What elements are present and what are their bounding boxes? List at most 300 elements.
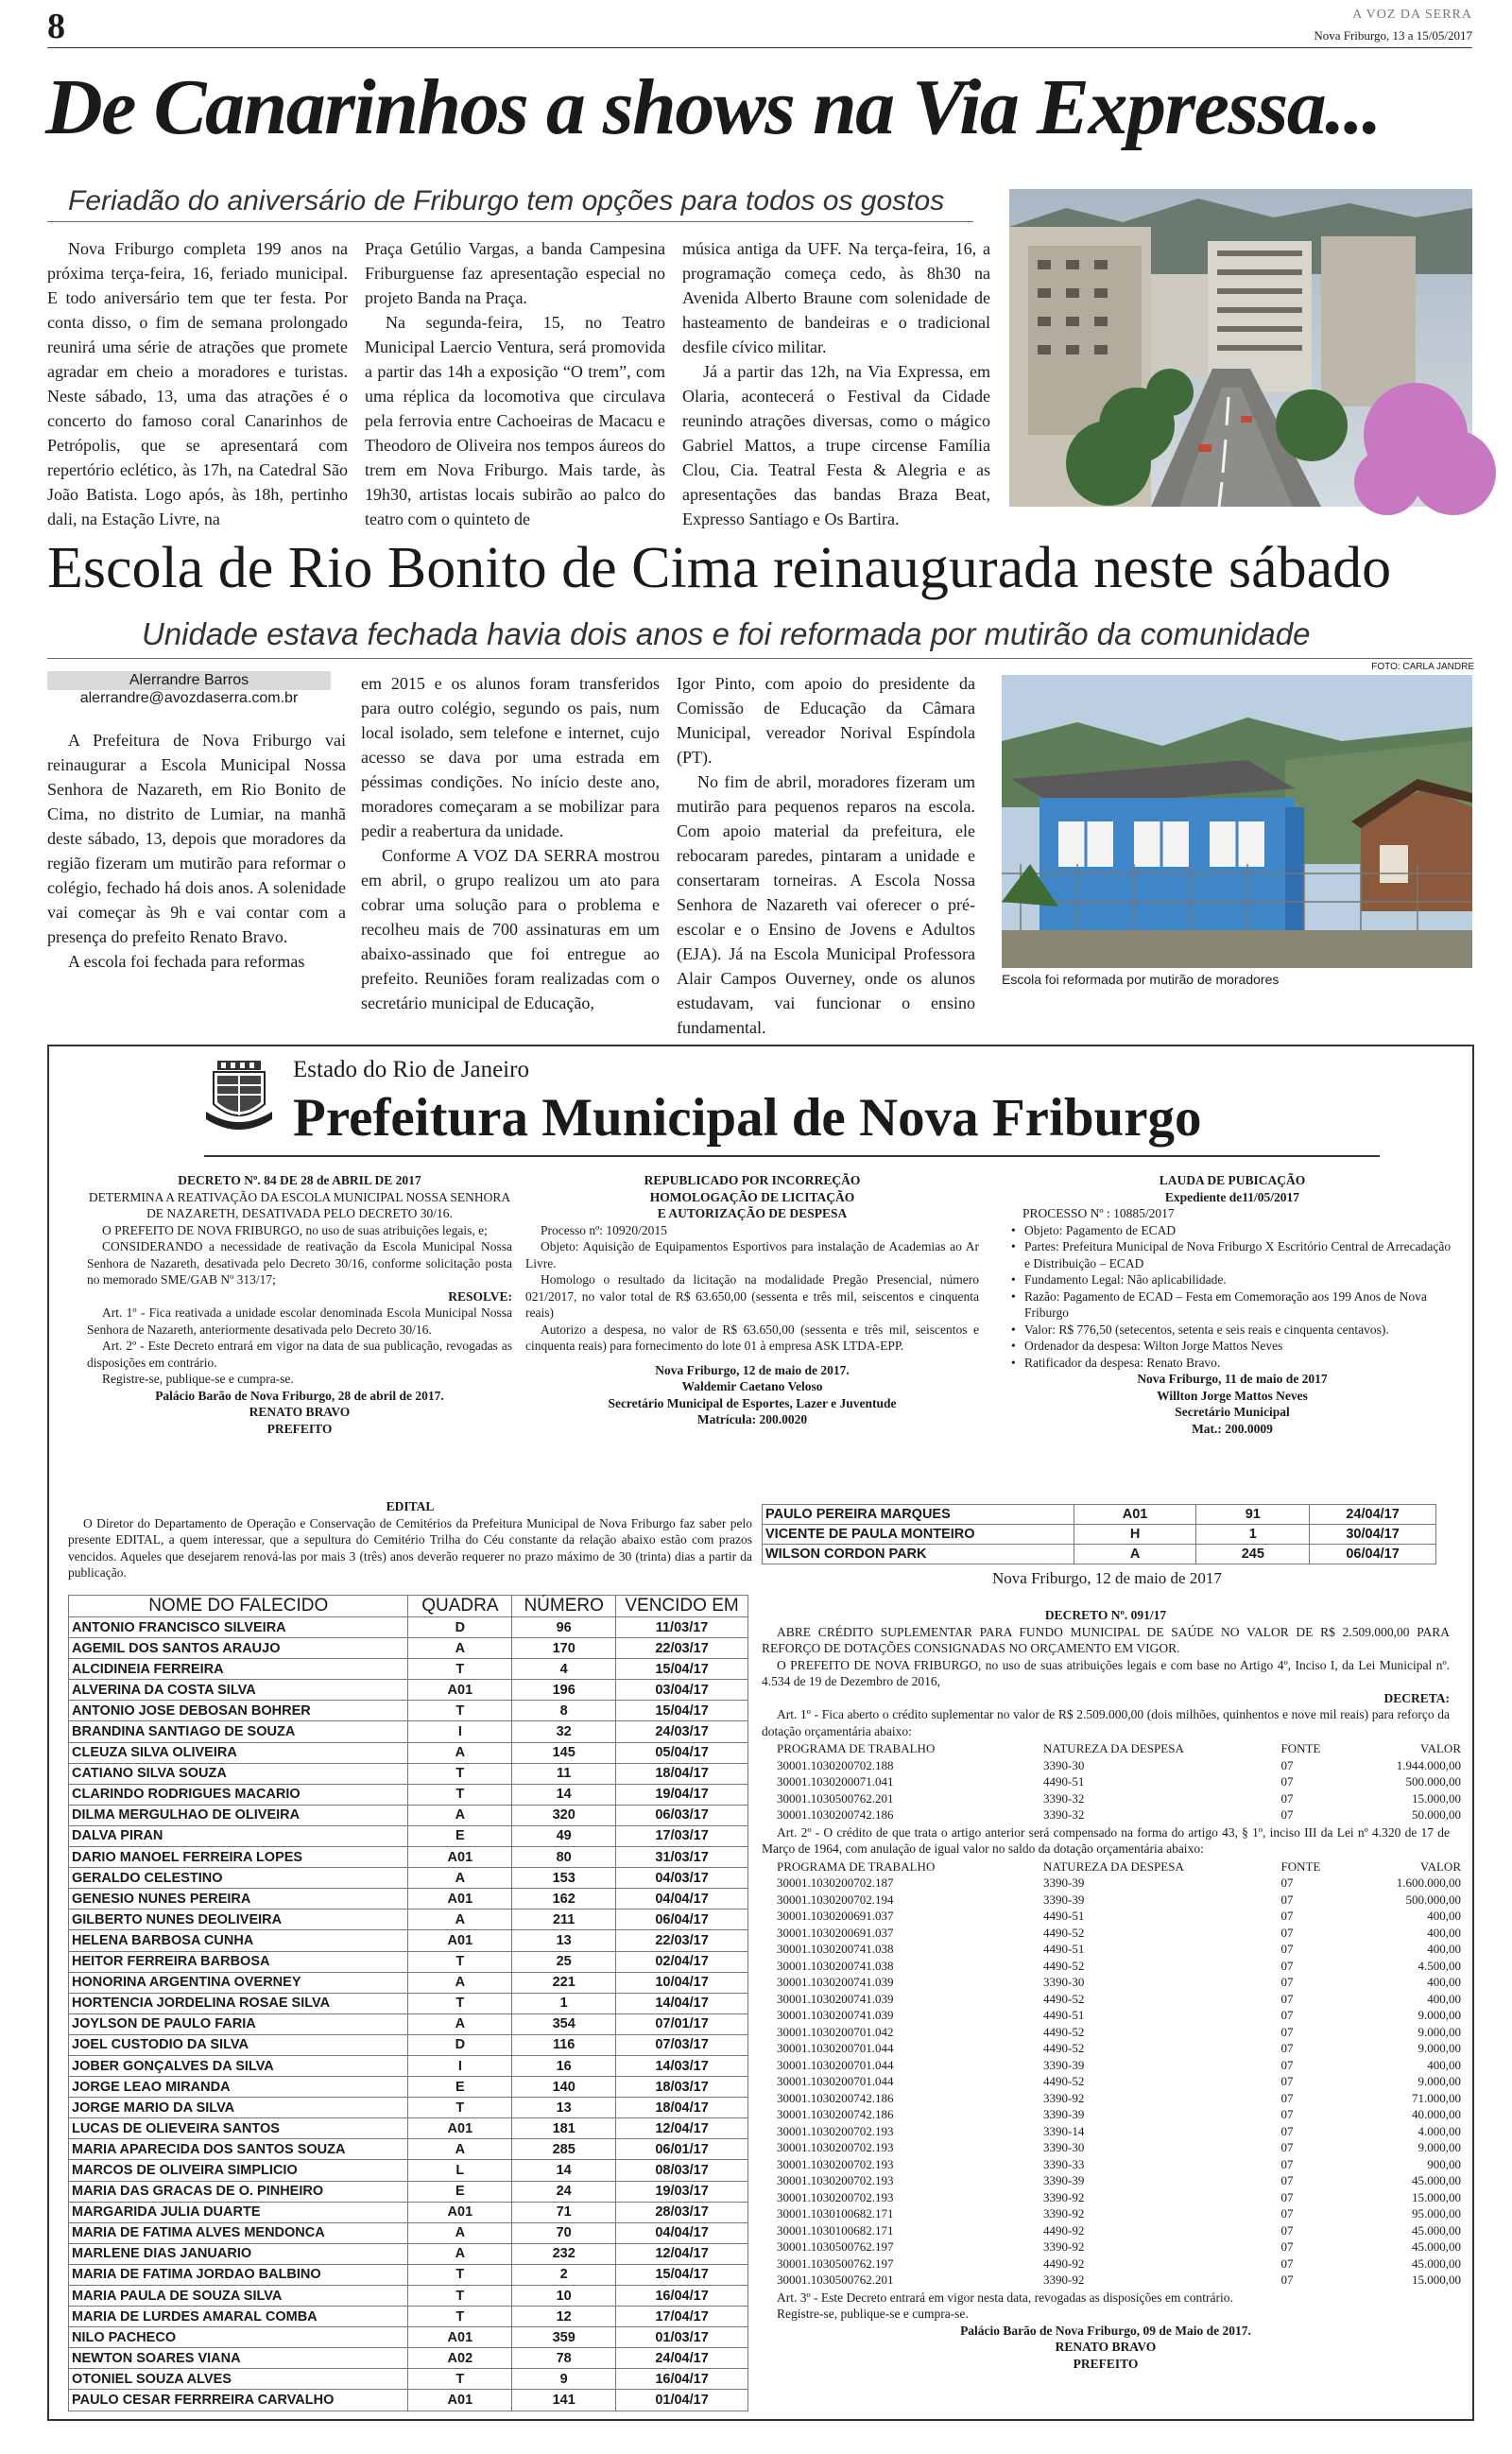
table-cell: 14/03/17: [616, 2055, 748, 2076]
table-cell: 4490-52: [1043, 2074, 1085, 2088]
table-row: [775, 1958, 1463, 1975]
table-cell: 07: [1280, 2090, 1294, 2105]
column-header: VALOR: [1419, 1858, 1461, 1874]
table-row: [69, 2077, 748, 2098]
table-cell: 30001.1030200702.193: [777, 2156, 894, 2171]
bid-notice-registration: Matrícula: 200.0020: [696, 1412, 808, 1426]
table-cell: T: [408, 2264, 512, 2285]
article1-column-1: [47, 236, 348, 528]
table-row: [775, 2255, 1463, 2273]
school-photo: [1002, 675, 1472, 968]
table-cell: 30001.1030200702.193: [777, 2123, 894, 2138]
table-row: [69, 2348, 748, 2369]
table-cell: 4: [512, 1659, 616, 1680]
table-cell: 400,00: [1427, 1975, 1461, 1989]
table-cell: 19/03/17: [616, 2181, 748, 2202]
table-cell: 4490-52: [1043, 2024, 1085, 2039]
table-cell: 141: [512, 2390, 616, 2411]
table-cell: 15.000,00: [1412, 2273, 1461, 2287]
table-cell: 30001.1030500762.197: [777, 2255, 894, 2271]
table-cell: OTONIEL SOUZA ALVES: [69, 2369, 408, 2390]
table-cell: 3390-30: [1043, 1757, 1085, 1772]
table-cell: 07: [1280, 2024, 1294, 2039]
table-cell: 16: [512, 2055, 616, 2076]
article2-column-1: [47, 728, 346, 987]
table-cell: 4490-52: [1043, 2041, 1085, 2055]
table-cell: 05/04/17: [616, 1742, 748, 1763]
table-cell: 07: [1280, 1958, 1294, 1973]
table-row: [775, 2272, 1463, 2289]
table-cell: 07: [1280, 1774, 1294, 1789]
table-cell: 30001.1030200701.044: [777, 2074, 894, 2088]
article1-paragraph: Praça Getúlio Vargas, a banda Campesina Friburguense faz apresentação especial no projeto Banda na Praça.: [365, 239, 665, 307]
column-header: NÚMERO: [512, 1596, 616, 1617]
table-cell: 232: [512, 2243, 616, 2264]
column-header: VENCIDO EM: [616, 1596, 748, 1617]
table-cell: 320: [512, 1805, 616, 1825]
table-cell: 900,00: [1427, 2156, 1461, 2171]
table-row: [775, 1941, 1463, 1958]
table-cell: 30001.1030200742.186: [777, 1807, 894, 1822]
table-cell: T: [408, 1763, 512, 1784]
table-cell: 30001.1030200702.194: [777, 1892, 894, 1907]
table-cell: JOEL CUSTODIO DA SILVA: [69, 2034, 408, 2055]
table-row: [763, 1525, 1436, 1545]
column-header: NATUREZA DA DESPESA: [1043, 1858, 1184, 1874]
edital-title: EDITAL: [386, 1499, 435, 1513]
decree-84-subtitle: DETERMINA A REATIVAÇÃO DA ESCOLA MUNICIPAL NOSSA SENHORA DE NAZARETH, DESATIVADA PELO DECRETO 30/16.: [88, 1189, 511, 1220]
table-cell: 400,00: [1427, 1991, 1461, 2006]
photo-credit: FOTO: CARLA JANDRE: [1371, 662, 1474, 672]
table-cell: 359: [512, 2327, 616, 2348]
masthead: A VOZ DA SERRA: [1352, 8, 1472, 22]
table-row: [775, 1974, 1463, 1991]
decree-84-place-date: Palácio Barão de Nova Friburgo, 28 de abril de 2017.: [155, 1388, 444, 1403]
table-row: [69, 1617, 748, 1638]
table-cell: 95.000,00: [1412, 2206, 1461, 2221]
table-cell: 16/04/17: [616, 2286, 748, 2307]
table-cell: 07: [1280, 2173, 1294, 2187]
table-cell: 07: [1280, 1975, 1294, 1989]
table-cell: DILMA MERGULHAO DE OLIVEIRA: [69, 1805, 408, 1825]
decree-84-title: DECRETO Nº. 84 DE 28 de ABRIL DE 2017: [178, 1173, 421, 1187]
table-cell: 07/03/17: [616, 2034, 748, 2055]
table-cell: ANTONIO FRANCISCO SILVEIRA: [69, 1617, 408, 1638]
table-cell: 30001.1030200071.041: [777, 1774, 894, 1789]
table-cell: 18/04/17: [616, 1763, 748, 1784]
table-cell: A: [408, 1868, 512, 1889]
table-cell: 11: [512, 1763, 616, 1784]
photo-caption: Escola foi reformada por mutirão de moradores: [1002, 972, 1280, 987]
table-cell: 1: [512, 1993, 616, 2013]
decree-91-title: DECRETO Nº. 091/17: [1044, 1608, 1167, 1622]
table-cell: 07: [1280, 2041, 1294, 2055]
table-cell: 30001.1030500762.201: [777, 1790, 894, 1806]
table-cell: 1.600.000,00: [1396, 1875, 1461, 1890]
prefeitura-title: Prefeitura Municipal de Nova Friburgo: [293, 1088, 1202, 1148]
table-cell: T: [408, 2307, 512, 2327]
table-cell: 13: [512, 2098, 616, 2118]
decree-91-article: Art. 3º - Este Decreto entrará em vigor nesta data, revogadas as disposições em contrário.: [777, 2290, 1233, 2305]
table-cell: A: [408, 2222, 512, 2243]
article2-paragraph: A escola foi fechada para reformas: [68, 952, 305, 971]
table-cell: 30001.1030200691.037: [777, 1909, 894, 1923]
table-cell: BRANDINA SANTIAGO DE SOUZA: [69, 1721, 408, 1742]
article1-deck-rule: [47, 221, 973, 222]
table-cell: 500.000,00: [1405, 1892, 1461, 1907]
table-row: [69, 1930, 748, 1951]
table-row: [775, 2106, 1463, 2123]
table-cell: 30001.1030200741.038: [777, 1958, 894, 1973]
publication-notice-process: PROCESSO Nº : 10885/2017: [1022, 1206, 1175, 1220]
state-title: Estado do Rio de Janeiro: [293, 1057, 529, 1082]
table-row: [69, 1910, 748, 1930]
table-cell: A: [408, 1638, 512, 1659]
table-row: [775, 1908, 1463, 1925]
table-cell: 07: [1280, 1942, 1294, 1956]
table-cell: 16/04/17: [616, 2369, 748, 2390]
table-cell: L: [408, 2160, 512, 2181]
table-cell: 9: [512, 2369, 616, 2390]
table-cell: T: [408, 1951, 512, 1972]
table-cell: HEITOR FERREIRA BARBOSA: [69, 1951, 408, 1972]
table-row: [775, 2007, 1463, 2024]
table-cell: 3390-92: [1043, 2189, 1085, 2204]
table-cell: 3390-39: [1043, 1875, 1085, 1890]
table-cell: NEWTON SOARES VIANA: [69, 2348, 408, 2369]
table-cell: 04/03/17: [616, 1868, 748, 1889]
table-row: [775, 1991, 1463, 2008]
table-row: [775, 2205, 1463, 2222]
table-row: [69, 1659, 748, 1680]
table-cell: 15/04/17: [616, 1659, 748, 1680]
table-cell: A: [408, 2139, 512, 2160]
table-cell: 30001.1030200701.044: [777, 2041, 894, 2055]
table-cell: A01: [408, 1930, 512, 1951]
table-cell: MARCOS DE OLIVEIRA SIMPLICIO: [69, 2160, 408, 2181]
table-row: [763, 1505, 1436, 1525]
table-cell: 07: [1280, 1909, 1294, 1923]
table-row: [775, 1757, 1463, 1774]
table-cell: DARIO MANOEL FERREIRA LOPES: [69, 1847, 408, 1868]
table-cell: 354: [512, 2013, 616, 2034]
article1-column-3: [682, 236, 990, 528]
table-row: [69, 2369, 748, 2390]
article2-paragraph: No fim de abril, moradores fizeram um mutirão para pequenos reparos na escola. Com apoio material da prefeitura, ele rebocaram paredes, pintaram a unidade e consertaram torneiras. A Escola Nossa Senhora de Nazareth vai oferecer o pré-escolar e o Ensino de Jovens e Adultos (EJA). Já na Escola Municipal Professora Alair Campos Ouverney, onde os alunos estudavam, vai funcionar o ensino fundamental.: [677, 772, 975, 1037]
article2-paragraph: Igor Pinto, com apoio do presidente da Comissão de Educação da Câmara Municipal, vereador Norival Espíndola (PT).: [677, 674, 975, 767]
table-row: [69, 2243, 748, 2264]
table-cell: 3390-39: [1043, 2107, 1085, 2121]
table-cell: 4490-51: [1043, 1942, 1085, 1956]
table-cell: 162: [512, 1889, 616, 1910]
table-cell: 07: [1280, 2107, 1294, 2121]
budget-annulment-table: [775, 1858, 1463, 2289]
decree-91-paragraph: O PREFEITO DE NOVA FRIBURGO, no uso de suas atribuições legais e com base no Artigo 4º, Inciso I, da Lei Municipal nº. 4.534 de 19 de Dezembro de 2016,: [762, 1657, 1450, 1688]
edital-date: Nova Friburgo, 12 de maio de 2017: [992, 1569, 1222, 1587]
column-header: PROGRAMA DE TRABALHO: [777, 1741, 936, 1755]
table-cell: HELENA BARBOSA CUNHA: [69, 1930, 408, 1951]
table-cell: 04/04/17: [616, 1889, 748, 1910]
table-cell: GENESIO NUNES PEREIRA: [69, 1889, 408, 1910]
table-row: [69, 2222, 748, 2243]
table-cell: 4.500,00: [1418, 1958, 1461, 1973]
table-cell: 24/03/17: [616, 1721, 748, 1742]
table-cell: 25: [512, 1951, 616, 1972]
table-cell: 245: [1196, 1545, 1310, 1564]
table-cell: AGEMIL DOS SANTOS ARAUJO: [69, 1638, 408, 1659]
decree-84-resolve: RESOLVE:: [448, 1288, 512, 1304]
table-cell: 116: [512, 2034, 616, 2055]
table-row: [69, 1951, 748, 1972]
article1-headline: De Canarinhos a shows na Via Expressa...: [45, 63, 1381, 151]
table-cell: 9.000,00: [1418, 2041, 1461, 2055]
table-cell: ANTONIO JOSE DEBOSAN BOHRER: [69, 1701, 408, 1721]
table-cell: 08/03/17: [616, 2160, 748, 2181]
table-cell: 4490-52: [1043, 1991, 1085, 2006]
table-cell: 18/04/17: [616, 2098, 748, 2118]
table-row: [69, 1784, 748, 1805]
decree-84-article: Art. 2º - Este Decreto entrará em vigor na data de sua publicação, revogadas as disposições em contrário.: [87, 1339, 512, 1370]
table-cell: A: [408, 2243, 512, 2264]
table-row: [775, 1790, 1463, 1807]
table-cell: PAULO CESAR FERRREIRA CARVALHO: [69, 2390, 408, 2411]
table-cell: 4490-51: [1043, 1774, 1085, 1789]
table-cell: T: [408, 1659, 512, 1680]
article2-column-2: [361, 671, 660, 1012]
cemetery-edital: [68, 1498, 752, 1581]
table-cell: MARGARIDA JULIA DUARTE: [69, 2202, 408, 2222]
table-cell: A: [408, 1742, 512, 1763]
decree-91-place-date: Palácio Barão de Nova Friburgo, 09 de Maio de 2017.: [960, 2323, 1251, 2338]
table-cell: A01: [408, 2118, 512, 2139]
table-cell: 15.000,00: [1412, 2189, 1461, 2204]
table-cell: 9.000,00: [1418, 2024, 1461, 2039]
table-cell: 45.000,00: [1412, 2255, 1461, 2271]
table-cell: 30001.1030200702.188: [777, 1757, 894, 1772]
article1-paragraph: Na segunda-feira, 15, no Teatro Municipal Laercio Ventura, será promovida a partir das 14h a exposição “O trem”, com uma réplica da locomotiva que circulava pela ferrovia entre Cachoeiras de Macacu e Theodoro de Oliveira nos tempos áureos do trem em Nova Friburgo. Mais tarde, às 19h30, artistas locais subirão ao palco do teatro com o quinteto de: [365, 313, 665, 528]
bid-homologation-notice: [525, 1172, 979, 1428]
table-cell: 10/04/17: [616, 1972, 748, 1993]
decree-91-publish: Registre-se, publique-se e cumpra-se.: [777, 2307, 969, 2321]
bid-notice-title: E AUTORIZAÇÃO DE DESPESA: [657, 1206, 848, 1220]
table-cell: 30001.1030200702.193: [777, 2189, 894, 2204]
table-cell: E: [408, 2077, 512, 2098]
decree-84: [87, 1172, 512, 1437]
table-cell: 4490-92: [1043, 2222, 1085, 2238]
bid-notice-process: Processo nº: 10920/2015: [541, 1222, 667, 1237]
table-cell: 285: [512, 2139, 616, 2160]
city-avenue-photo: [1009, 189, 1472, 507]
table-row: [69, 1825, 748, 1846]
article2-deck-rule: [47, 658, 1472, 659]
table-cell: 4490-51: [1043, 1909, 1085, 1923]
table-cell: 30001.1030200741.038: [777, 1942, 894, 1956]
budget-supplement-table: [775, 1740, 1463, 1823]
table-cell: 07: [1280, 2008, 1294, 2022]
table-cell: 400,00: [1427, 1909, 1461, 1923]
table-cell: 80: [512, 1847, 616, 1868]
table-cell: 40.000,00: [1412, 2107, 1461, 2121]
table-cell: CATIANO SILVA SOUZA: [69, 1763, 408, 1784]
table-cell: T: [408, 1993, 512, 2013]
table-row: [69, 2307, 748, 2327]
decree-84-article: Art. 1º - Fica reativada a unidade escolar denominada Escola Municipal Nossa Senhora de Nazareth, anteriormente desativada pelo Decreto 30/16.: [87, 1305, 512, 1337]
table-cell: 3390-92: [1043, 2206, 1085, 2221]
table-cell: I: [408, 1721, 512, 1742]
table-header-row: [775, 1858, 1463, 1875]
table-cell: 3390-33: [1043, 2156, 1085, 2171]
table-cell: 145: [512, 1742, 616, 1763]
decree-84-role: PREFEITO: [266, 1421, 333, 1436]
publication-notice-role: Secretário Municipal: [1175, 1405, 1290, 1419]
table-cell: 12/04/17: [616, 2118, 748, 2139]
table-cell: 4490-51: [1043, 2008, 1085, 2022]
table-cell: 4490-52: [1043, 1958, 1085, 1973]
table-cell: 07: [1280, 1991, 1294, 2006]
table-row: [775, 2040, 1463, 2057]
table-cell: 22/03/17: [616, 1638, 748, 1659]
table-cell: 28/03/17: [616, 2202, 748, 2222]
table-cell: 9.000,00: [1418, 2074, 1461, 2088]
table-cell: 4490-52: [1043, 1925, 1085, 1940]
cemetery-table: [68, 1595, 748, 2411]
header-rule: [47, 47, 1472, 48]
table-row: [775, 2238, 1463, 2255]
page-number: 8: [47, 7, 65, 46]
table-cell: 30001.1030200742.186: [777, 2090, 894, 2105]
table-cell: 45.000,00: [1412, 2222, 1461, 2238]
table-cell: 2: [512, 2264, 616, 2285]
table-row: [69, 1701, 748, 1721]
table-cell: 30001.1030200742.186: [777, 2107, 894, 2121]
table-cell: T: [408, 1701, 512, 1721]
table-row: [69, 1868, 748, 1889]
bid-notice-title: HOMOLOGAÇÃO DE LICITAÇÃO: [649, 1189, 855, 1204]
table-cell: 07: [1280, 2140, 1294, 2154]
table-cell: JORGE LEAO MIRANDA: [69, 2077, 408, 2098]
table-header-row: [69, 1596, 748, 1617]
table-cell: 30001.1030100682.171: [777, 2206, 894, 2221]
table-cell: 49: [512, 1825, 616, 1846]
table-row: [69, 2139, 748, 2160]
table-row: [69, 2202, 748, 2222]
column-header: FONTE: [1280, 1741, 1321, 1755]
table-row: [69, 1972, 748, 1993]
table-cell: 07: [1280, 1892, 1294, 1907]
table-cell: 3390-14: [1043, 2123, 1085, 2138]
table-cell: 30001.1030200702.193: [777, 2140, 894, 2154]
table-cell: 30001.1030500762.197: [777, 2239, 894, 2254]
publication-notice-item: • Partes: Prefeitura Municipal de Nova Friburgo X Escritório Central de Arrecadação e Distribuição – ECAD: [1007, 1238, 1457, 1271]
article2-paragraph: em 2015 e os alunos foram transferidos para outro colégio, segundo os pais, num local isolado, sem telefone e internet, cujo acesso se dava por uma estrada em péssimas condições. No início deste ano, moradores começaram a se mobilizar para pedir a reabertura da unidade.: [361, 674, 660, 840]
table-cell: A01: [408, 1847, 512, 1868]
table-row: [69, 1742, 748, 1763]
table-cell: VICENTE DE PAULA MONTEIRO: [763, 1525, 1074, 1545]
table-cell: 30001.1030200701.044: [777, 2057, 894, 2072]
table-cell: 07: [1280, 2255, 1294, 2271]
table-row: [775, 2189, 1463, 2206]
publication-notice-item: • Razão: Pagamento de ECAD – Festa em Comemoração aos 199 Anos de Nova Friburgo: [1007, 1288, 1457, 1322]
byline: [47, 671, 331, 707]
table-cell: 14: [512, 2160, 616, 2181]
table-cell: T: [408, 1784, 512, 1805]
table-header-row: [775, 1740, 1463, 1757]
table-cell: A: [408, 1910, 512, 1930]
table-cell: 04/04/17: [616, 2222, 748, 2243]
table-cell: MARIA DE LURDES AMARAL COMBA: [69, 2307, 408, 2327]
table-cell: PAULO PEREIRA MARQUES: [763, 1505, 1074, 1525]
decree-84-publish: Registre-se, publique-se e cumpra-se.: [102, 1372, 294, 1386]
table-cell: A02: [408, 2348, 512, 2369]
table-cell: D: [408, 1617, 512, 1638]
table-row: [69, 2264, 748, 2285]
table-cell: 400,00: [1427, 1942, 1461, 1956]
table-cell: 07: [1280, 1790, 1294, 1806]
decree-91-article: Art. 2º - O crédito de que trata o artigo anterior será compensado na forma do artigo 43, § 1º, inciso III da Lei nº 4.320 de 17 de Março de 1964, com anulação de igual valor no saldo da dotação orçamentária abaixo:: [762, 1824, 1450, 1856]
table-cell: D: [408, 2034, 512, 2055]
table-cell: MARIA PAULA DE SOUZA SILVA: [69, 2286, 408, 2307]
table-cell: 4490-92: [1043, 2255, 1085, 2271]
table-cell: 07: [1280, 2222, 1294, 2238]
table-cell: 170: [512, 1638, 616, 1659]
table-cell: MARIA DE FATIMA JORDAO BALBINO: [69, 2264, 408, 2285]
article1-paragraph: Nova Friburgo completa 199 anos na próxima terça-feira, 16, feriado municipal. E todo aniversário tem que ter festa. Por conta disso, o fim de semana prolongado reunirá uma série de atrações que promete agradar em cheio a moradores e turistas. Neste sábado, 13, uma das atrações é o concerto do famoso coral Canarinhos de Petrópolis, que se apresentará com repertório eclético, às 17h, na Catedral São João Batista. Logo após, às 18h, pertinho dali, na Estação Livre, na: [47, 239, 348, 528]
table-row: [69, 2055, 748, 2076]
table-cell: 500.000,00: [1405, 1774, 1461, 1789]
table-cell: 70: [512, 2222, 616, 2243]
coat-of-arms-icon: [204, 1057, 274, 1132]
table-cell: 400,00: [1427, 2057, 1461, 2072]
table-cell: ALCIDINEIA FERREIRA: [69, 1659, 408, 1680]
table-cell: 196: [512, 1680, 616, 1701]
table-cell: 06/03/17: [616, 1805, 748, 1825]
table-cell: 03/04/17: [616, 1680, 748, 1701]
table-cell: 07: [1280, 2074, 1294, 2088]
decree-91-article: Art. 1º - Fica aberto o crédito suplementar no valor de R$ 2.509.000,00 (dois milhões, quinhentos e nove mil reais) para reforço da dotação orçamentária abaixo:: [762, 1707, 1450, 1738]
table-row: [775, 2073, 1463, 2090]
table-row: [775, 2139, 1463, 2156]
column-header: NOME DO FALECIDO: [69, 1596, 408, 1617]
table-row: [775, 1892, 1463, 1909]
table-cell: 14: [512, 1784, 616, 1805]
table-cell: 30001.1030200741.039: [777, 1975, 894, 1989]
bid-notice-paragraph: Autorizo a despesa, no valor de R$ 63.650,00 (sessenta e três mil, seiscentos e cinquenta reais) para fornecimento do lote 01 à empresa ASK LTDA-EPP.: [525, 1322, 979, 1353]
table-cell: 1.944.000,00: [1396, 1757, 1461, 1772]
table-cell: E: [408, 1825, 512, 1846]
table-cell: A01: [408, 1889, 512, 1910]
table-cell: 30001.1030200691.037: [777, 1925, 894, 1940]
table-cell: 8: [512, 1701, 616, 1721]
table-cell: 07/01/17: [616, 2013, 748, 2034]
bid-notice-date: Nova Friburgo, 12 de maio de 2017.: [655, 1362, 850, 1377]
table-cell: 02/04/17: [616, 1951, 748, 1972]
table-cell: 30001.1030200701.042: [777, 2024, 894, 2039]
table-cell: 24/04/17: [1310, 1505, 1436, 1525]
table-cell: 24/04/17: [616, 2348, 748, 2369]
bid-notice-object: Objeto: Aquisição de Equipamentos Esportivos para instalação de Academias ao Ar Livre.: [525, 1239, 979, 1270]
table-row: [775, 2156, 1463, 2173]
table-cell: 3390-30: [1043, 1975, 1085, 1989]
prefeitura-rule: [204, 1155, 1380, 1157]
table-cell: E: [408, 2181, 512, 2202]
table-cell: JOYLSON DE PAULO FARIA: [69, 2013, 408, 2034]
decree-91-subtitle: ABRE CRÉDITO SUPLEMENTAR PARA FUNDO MUNICIPAL DE SAÚDE NO VALOR DE R$ 2.509.000,00 PARA REFORÇO DE DOTAÇÕES CONSIGNADAS NO ORÇAMENTO EM VIGOR.: [762, 1624, 1450, 1655]
table-cell: 15/04/17: [616, 1701, 748, 1721]
table-cell: 3390-32: [1043, 1807, 1085, 1822]
cemetery-table-continued: [762, 1504, 1436, 1564]
publication-notice-title: LAUDA DE PUBICAÇÃO: [1159, 1173, 1306, 1187]
table-cell: 01/04/17: [616, 2390, 748, 2411]
